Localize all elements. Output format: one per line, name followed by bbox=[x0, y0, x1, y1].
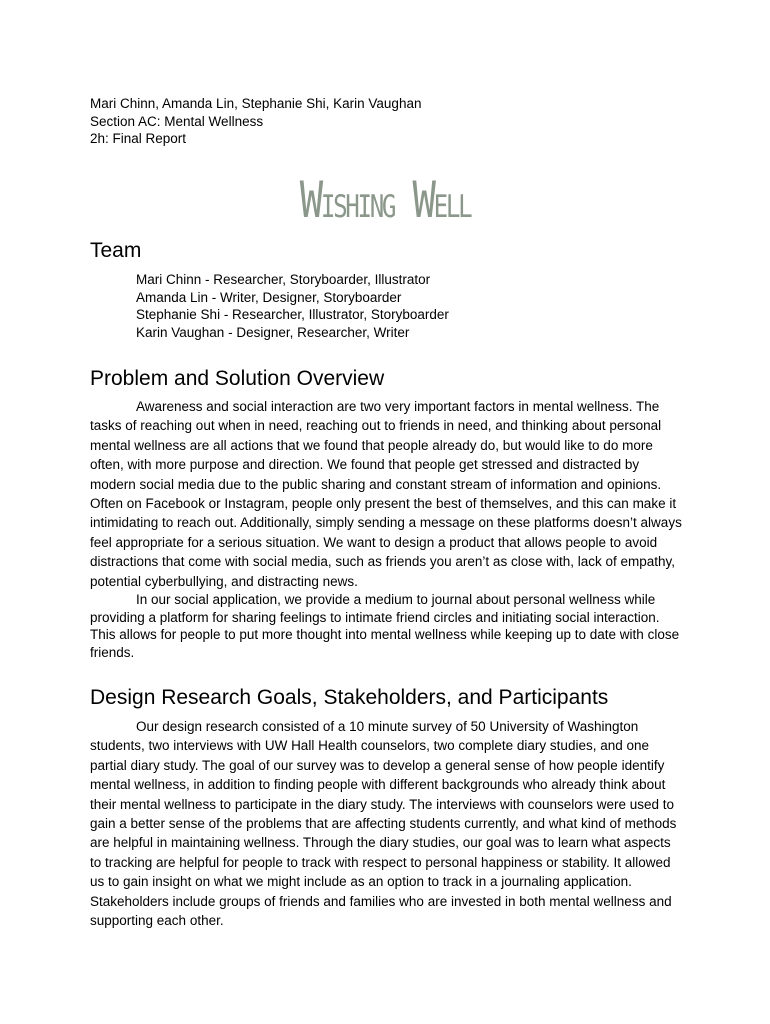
title-initial-1: W bbox=[299, 171, 321, 229]
title-initial-2: W bbox=[412, 171, 434, 229]
design-research-paragraph: Our design research consisted of a 10 minute survey of 50 University of Washington students, two interviews with UW Hall Health counselors, two complete diary studies, and one partial diary study. The goal of our survey was to develop a general sense of how people identify mental wellness, in addition to finding people with different backgrounds who already think about their mental wellness to participate in the diary study. The interviews with counselors were used to gain a better sense of the problems that are affecting students currently, and what kind of methods are helpful in maintaining wellness. Through the diary studies, our goal was to learn what aspects to tracking are helpful for people to track with respect to personal happiness or stability. It allowed us to gain insight on what we might include as an option to track in a journaling application. Stakeholders include groups of friends and families who are invested in both mental wellness and supporting each other. bbox=[90, 719, 677, 929]
team-member: Mari Chinn - Researcher, Storyboarder, Illustrator bbox=[136, 272, 431, 287]
team-heading: Team bbox=[90, 239, 142, 262]
problem-section-body bbox=[90, 397, 682, 661]
authors-line: Mari Chinn, Amanda Lin, Stephanie Shi, Karin Vaughan bbox=[90, 96, 422, 111]
team-list bbox=[136, 271, 449, 341]
team-member: Amanda Lin - Writer, Designer, Storyboarder bbox=[136, 289, 402, 305]
document-title bbox=[85, 170, 686, 233]
team-member: Karin Vaughan - Designer, Researcher, Writer bbox=[136, 324, 410, 340]
team-member: Stephanie Shi - Researcher, Illustrator, Storyboarder bbox=[136, 307, 449, 322]
document-header bbox=[90, 95, 421, 148]
assignment-line: 2h: Final Report bbox=[90, 131, 187, 146]
problem-paragraph: Awareness and social interaction are two very important factors in mental wellness. The tasks of reaching out when in need, reaching out to friends in need, and thinking about personal mental wellness are all actions that we found that people already do, but would like to do more often, with more purpose and direction. We found that people get stressed and distracted by modern social media due to the public sharing and constant stream of information and opinions. Often on Facebook or Instagram, people only present the best of themselves, and this can make it intimidating to reach out. Additionally, simply sending a message on these platforms doesn’t always feel appropriate for a serious situation. We want to design a product that allows people to avoid distractions that come with social media, such as friends you aren’t as close with, lack of empathy, potential cyberbullying, and distracting news. bbox=[90, 399, 682, 589]
section-line: Section AC: Mental Wellness bbox=[90, 113, 264, 129]
title-rest-2: ell bbox=[433, 177, 471, 228]
design-research-heading: Design Research Goals, Stakeholders, and Participants bbox=[90, 686, 609, 709]
design-research-body bbox=[90, 717, 682, 930]
problem-paragraph: In our social application, we provide a medium to journal about personal wellness while providing a platform for sharing feelings to intimate friend circles and initiating social interaction. This allows for people to put more thought into mental wellness while keeping up to date with close friends. bbox=[90, 592, 680, 660]
title-rest-1: ishing bbox=[320, 177, 413, 228]
problem-heading: Problem and Solution Overview bbox=[90, 367, 385, 390]
